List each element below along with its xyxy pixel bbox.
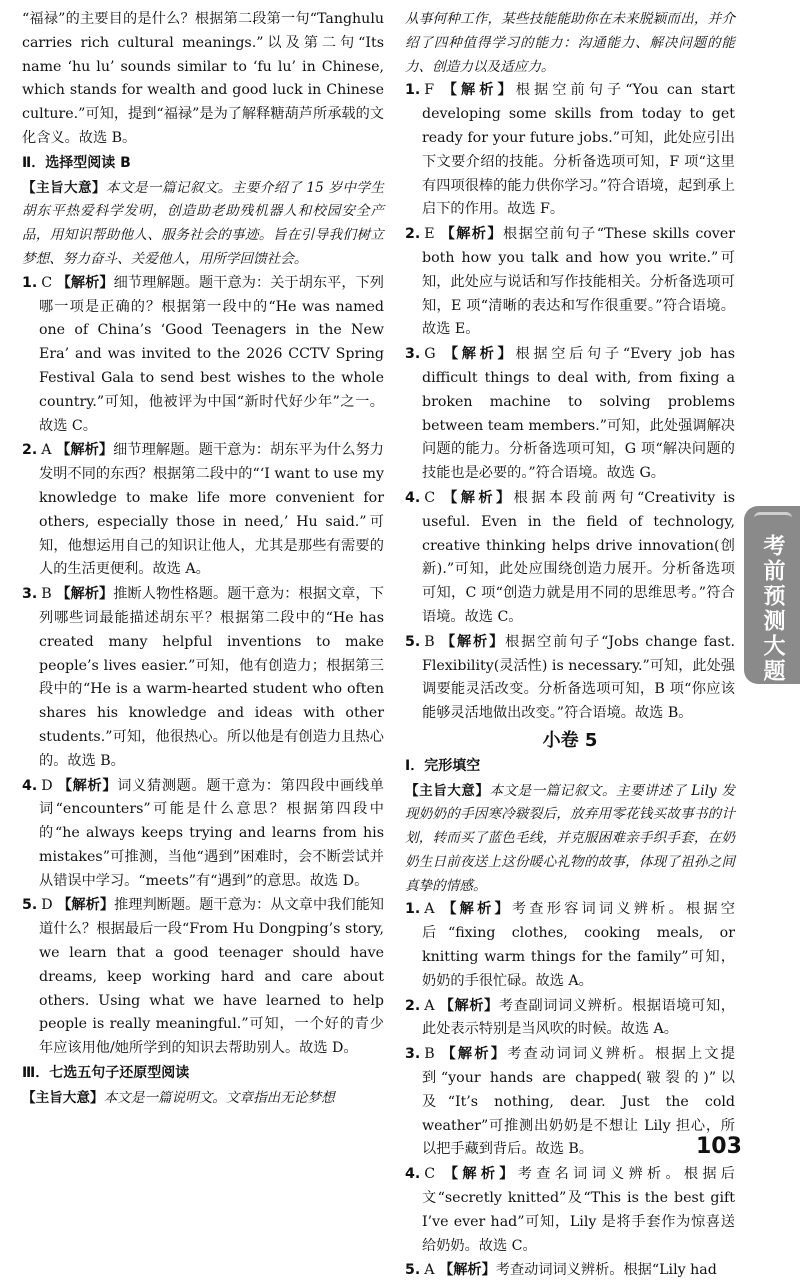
analysis-text: 根据空前句子“Jobs change fast. Flexibility(灵活性) is necessary.”可知，此处强调要能灵活改变。分析备选项可知，B 项“你应该能够灵活地做出改变。”符合语境。故选 B。 xyxy=(422,633,735,722)
analysis-text: 考查形容词词义辨析。根据空后“fixing clothes, cooking meals, or knitting warm things for the family”可知，奶奶的手很忙碌。故选 A。 xyxy=(422,901,735,989)
item-number: 1. xyxy=(405,82,421,99)
section-heading-3: Ⅲ．七选五句子还原型阅读 xyxy=(22,1065,190,1082)
item-number: 2. xyxy=(405,997,421,1014)
summary-tag: 【主旨大意】 xyxy=(22,1089,104,1106)
analysis-text: 细节理解题。题干意为：胡东平为什么努力发明不同的东西？根据第二段中的“‘I want to use my knowledge to make life more convenient for others, especially those in need,’ Hu said.”可知，他想运用自己的知识让他人，尤其是那些有需要的人的生活更便利。故选 A。 xyxy=(39,442,384,578)
analysis-tag: 【解析】 xyxy=(441,633,506,650)
answer-letter: A xyxy=(41,442,52,459)
paper-title: 小卷 5 xyxy=(542,729,598,751)
summary-3-continued: 从事何种工作，某些技能能助你在未来脱颖而出，并介绍了四种值得学习的能力：沟通能力、解决问题的能力、创造力以及适应力。 xyxy=(405,11,735,75)
page-number: 103 xyxy=(696,1134,742,1159)
analysis-tag: 【解析】 xyxy=(441,1046,508,1063)
summary-3 xyxy=(22,1087,384,1111)
summary-text: 本文是一篇记叙文。主要讲述了 Lily 发现奶奶的手因寒冷皲裂后，放弃用零花钱买故事书的计划，转而买了蓝色毛线，并克服困难亲手织手套，在奶奶生日前夜送上这份暖心礼物的故事，体现了祖孙之间真挚的情感。 xyxy=(405,782,735,894)
analysis-tag: 【解析】 xyxy=(439,1262,496,1279)
item-number: 4. xyxy=(22,777,38,794)
answer-letter: D xyxy=(41,777,53,794)
summary-text: 本文是一篇说明文。文章指出无论梦想 xyxy=(103,1089,335,1106)
answer-letter: E xyxy=(424,226,435,243)
analysis-text: 根据本段前两句“Creativity is useful. Even in the field of technology, creative thinking helps drive innovation(创新).”可知，此处应围绕创造力展开。分析备选项可知，C 项“创造力就是用不同的思维思考。”符合语境。故选 C。 xyxy=(422,489,735,625)
item-number: 1. xyxy=(22,274,38,291)
section-heading-1: Ⅰ．完形填空 xyxy=(405,757,481,774)
analysis-text: 考查副词词义辨析。根据语境可知，此处表示特别是当风吹的时候。故选 A。 xyxy=(422,997,735,1038)
left-intro-paragraph: “福禄”的主要目的是什么？根据第二段第一句“Tanghulu carries rich cultural meanings.”以及第二句“Its name ‘hu lu’ sounds similar to ‘fu lu’ in Chinese, which stands for wealth and good luck in Chinese culture.”可知，提到“福禄”是为了解释糖葫芦所承载的文化含义。故选 B。 xyxy=(22,11,384,146)
answer-letter: F xyxy=(424,82,435,99)
summary-tag: 【主旨大意】 xyxy=(22,179,106,196)
analysis-text: 细节理解题。题干意为：关于胡东平，下列哪一项是正确的？根据第一段中的“He was named one of China’s ‘Good Teenagers in the New Era’ and was invited to the 2026 CCTV Spring Festival Gala to send best wishes to the whole country.”可知，他被评为中国“新时代好少年”之一。故选 C。 xyxy=(39,274,384,434)
analysis-text: 根据空前句子“These skills cover both how you talk and how you write.”可知，此处应与说话和写作技能相关。分析备选项可知，E 项“清晰的表达和写作很重要。”符合语境。故选 E。 xyxy=(422,226,735,338)
answer-item xyxy=(22,439,384,582)
side-tab-decoration xyxy=(754,512,792,525)
answer-letter: B xyxy=(424,633,435,650)
answer-item xyxy=(405,487,735,630)
answer-item xyxy=(405,898,735,993)
answer-item xyxy=(405,1163,735,1258)
analysis-tag: 【解析】 xyxy=(442,82,516,99)
answer-item xyxy=(22,272,384,439)
right-column xyxy=(405,8,735,1284)
analysis-text: 根据空前句子“You can start developing some skills from today to get ready for your future jobs.”可知，此处应引出下文要介绍的技能。分析备选项可知，F 项“这里有四项很棒的能力供你学习。”符合语境，起到承上启下的作用。故选 F。 xyxy=(422,82,735,218)
analysis-text: 根据空后句子“Every job has difficult things to deal with, from fixing a broken machine to solving problems between team members.”可知，此处强调解决问题的能力。分析备选项可知，G 项“解决问题的技能也是必要的。”符合语境。故选 G。 xyxy=(422,346,735,482)
answer-letter: C xyxy=(424,489,436,506)
item-number: 2. xyxy=(405,226,421,243)
item-number: 3. xyxy=(405,1046,421,1063)
analysis-tag: 【解析】 xyxy=(57,897,115,914)
answer-letter: B xyxy=(424,1046,435,1063)
answer-item xyxy=(22,775,384,894)
answer-item xyxy=(22,583,384,773)
analysis-text: 推断人物性格题。题干意为：根据文章，下列哪些词最能描述胡东平？根据第二段中的“He has created many helpful inventions to make people’s lives easier.”可知，他有创造力；根据第三段中的“He is a warm-hearted student who often shares his knowledge and ideas with other students.”可知，他很热心。所以他是有创造力且热心的。故选 B。 xyxy=(39,586,384,769)
answer-letter: D xyxy=(41,897,53,914)
answer-letter: C xyxy=(424,1166,436,1183)
analysis-tag: 【解析】 xyxy=(443,346,516,363)
summary-cloze xyxy=(405,780,735,899)
analysis-tag: 【解析】 xyxy=(56,586,114,603)
section-heading-2: Ⅱ．选择型阅读 B xyxy=(22,154,131,171)
summary-2 xyxy=(22,177,384,272)
summary-text: 本文是一篇记叙文。主要介绍了 15 岁中学生胡东平热爱科学发明，创造助老助残机器人和校园安全产品，用知识帮助他人、服务社会的事迹。旨在引导我们树立梦想、努力奋斗、关爱他人，用所学回馈社会。 xyxy=(22,179,384,267)
item-number: 2. xyxy=(22,442,38,459)
item-number: 1. xyxy=(405,901,421,918)
analysis-tag: 【解析】 xyxy=(442,901,512,918)
side-tab xyxy=(744,506,800,684)
item-number: 5. xyxy=(405,1262,421,1279)
summary-tag: 【主旨大意】 xyxy=(405,782,490,799)
analysis-tag: 【解析】 xyxy=(56,442,114,459)
answer-item xyxy=(405,1259,735,1283)
analysis-text: 考查动词词义辨析。根据“Lily had xyxy=(495,1262,717,1279)
item-number: 3. xyxy=(405,346,421,363)
analysis-text: 词义猜测题。题干意为：第四段中画线单词“encounters”可能是什么意思？根据第四段中的“he always keeps trying and learns from his mistakes”可推测，当他“遇到”困难时，会不断尝试并从错误中学习。“meets”有“遇到”的意思。故选 D。 xyxy=(39,777,384,889)
answer-item xyxy=(405,223,735,342)
item-number: 4. xyxy=(405,1166,421,1183)
answer-item xyxy=(405,1043,735,1162)
left-column xyxy=(22,8,384,1111)
analysis-tag: 【解析】 xyxy=(57,777,118,794)
side-tab-label: 考前预测大题 xyxy=(760,534,785,684)
answer-letter: C xyxy=(41,274,53,291)
answer-item xyxy=(405,631,735,726)
answer-letter: A xyxy=(424,997,435,1014)
item-number: 5. xyxy=(405,633,421,650)
analysis-text: 考查动词词义辨析。根据上文提到“your hands are chapped(皲裂的)”以及“It’s nothing, dear. Just the cold weather”可推测出奶奶是不想让 Lily 担心，所以把手藏到背后。故选 B。 xyxy=(422,1046,735,1158)
item-number: 5. xyxy=(22,897,38,914)
item-number: 3. xyxy=(22,586,38,603)
analysis-tag: 【解析】 xyxy=(440,226,504,243)
analysis-tag: 【解析】 xyxy=(56,274,114,291)
answer-item xyxy=(405,343,735,486)
answer-letter: G xyxy=(424,346,436,363)
analysis-text: 推理判断题。题干意为：从文章中我们能知道什么？根据最后一段“From Hu Dongping’s story, we learn that a good teenager should have dreams, keep working hard and care about others. Using what we have learned to help people is really meaningful.”可知，一个好的青少年应该用他/她所学到的知识去帮助别人。故选 D。 xyxy=(39,897,384,1057)
item-number: 4. xyxy=(405,489,421,506)
analysis-tag: 【解析】 xyxy=(439,997,499,1014)
answer-letter: B xyxy=(41,586,52,603)
answer-item xyxy=(405,79,735,222)
answer-item xyxy=(22,894,384,1061)
analysis-text: 考查名词词义辨析。根据后文“secretly knitted”及“This is the best gift I’ve ever had”可知，Lily 是将手套作为惊喜送给奶奶。故选 C。 xyxy=(422,1166,735,1254)
analysis-tag: 【解析】 xyxy=(443,1166,518,1183)
answer-letter: A xyxy=(424,1262,435,1279)
answer-item xyxy=(405,995,735,1043)
answer-letter: A xyxy=(424,901,435,918)
analysis-tag: 【解析】 xyxy=(443,489,514,506)
